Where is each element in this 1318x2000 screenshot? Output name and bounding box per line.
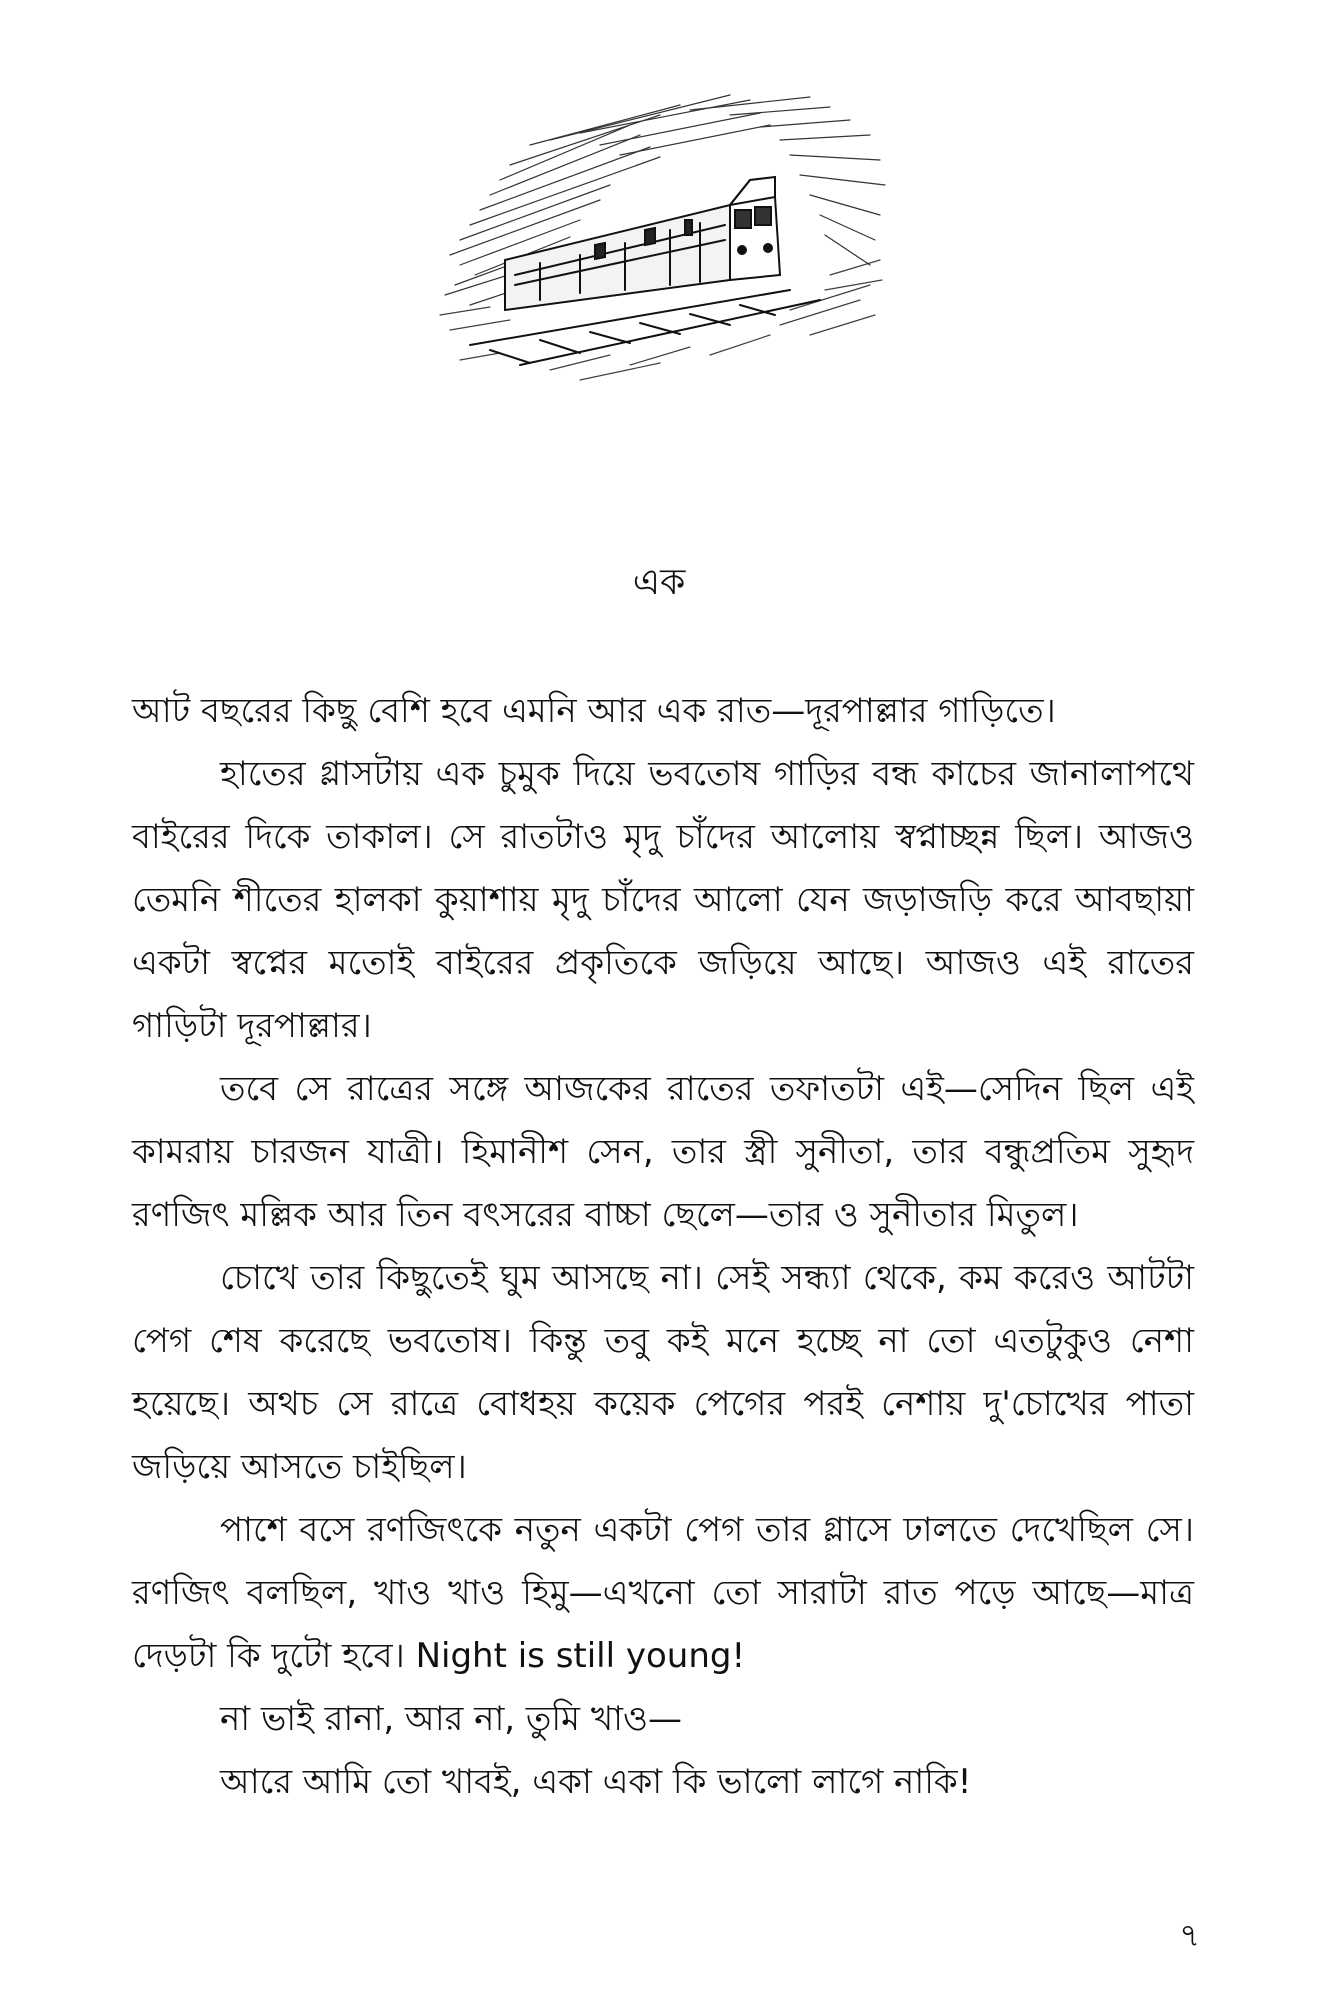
paragraph: চোখে তার কিছুতেই ঘুম আসছে না। সেই সন্ধ্যা থেকে, কম করেও আটটা পেগ শেষ করেছে ভবতোষ। কিন্তু তবু কই মনে হচ্ছে না তো এতটুকুও নেশা হয়েছে। অথচ সে রাত্রে বোধহয় কয়েক পেগের পরই নেশায় দু'চোখের পাতা জড়িয়ে আসতে চাইছিল। xyxy=(132,1258,1194,1487)
train-sketch-illustration xyxy=(430,85,890,385)
paragraph: তবে সে রাত্রের সঙ্গে আজকের রাতের তফাতটা এই—সেদিন ছিল এই কামরায় চারজন যাত্রী। হিমানীশ সেন, তার স্ত্রী সুনীতা, তার বন্ধুপ্রতিম সুহৃদ রণজিৎ মল্লিক আর তিন বৎসরের বাচ্চা ছেলে—তার ও সুনীতার মিতুল। xyxy=(132,1069,1194,1235)
paragraph: পাশে বসে রণজিৎকে নতুন একটা পেগ তার গ্লাসে ঢালতে দেখেছিল সে। রণজিৎ বলছিল, খাও খাও হিমু—এখনো তো সারাটা রাত পড়ে আছে—মাত্র দেড়টা কি দুটো হবে। Night is still young! xyxy=(132,1510,1194,1676)
paragraph: আরে আমি তো খাবই, একা একা কি ভালো লাগে নাকি! xyxy=(220,1762,972,1802)
page-number: ৭ xyxy=(1179,1916,1200,1954)
chapter-title: এক xyxy=(632,562,686,603)
paragraph: হাতের গ্লাসটায় এক চুমুক দিয়ে ভবতোষ গাড়ির বন্ধ কাচের জানালাপথে বাইরের দিকে তাকাল। সে রাতটাও মৃদু চাঁদের আলোয় স্বপ্নাচ্ছন্ন ছিল। আজও তেমনি শীতের হালকা কুয়াশায় মৃদু চাঁদের আলো যেন জড়াজড়ি করে আবছায়া একটা স্বপ্নের মতোই বাইরের প্রকৃতিকে জড়িয়ে আছে। আজও এই রাতের গাড়িটা দূরপাল্লার। xyxy=(132,754,1194,1046)
paragraph: আট বছরের কিছু বেশি হবে এমনি আর এক রাত—দূরপাল্লার গাড়িতে। xyxy=(132,691,1056,731)
body-text xyxy=(132,680,1194,1814)
paragraph: না ভাই রানা, আর না, তুমি খাও— xyxy=(220,1699,683,1739)
